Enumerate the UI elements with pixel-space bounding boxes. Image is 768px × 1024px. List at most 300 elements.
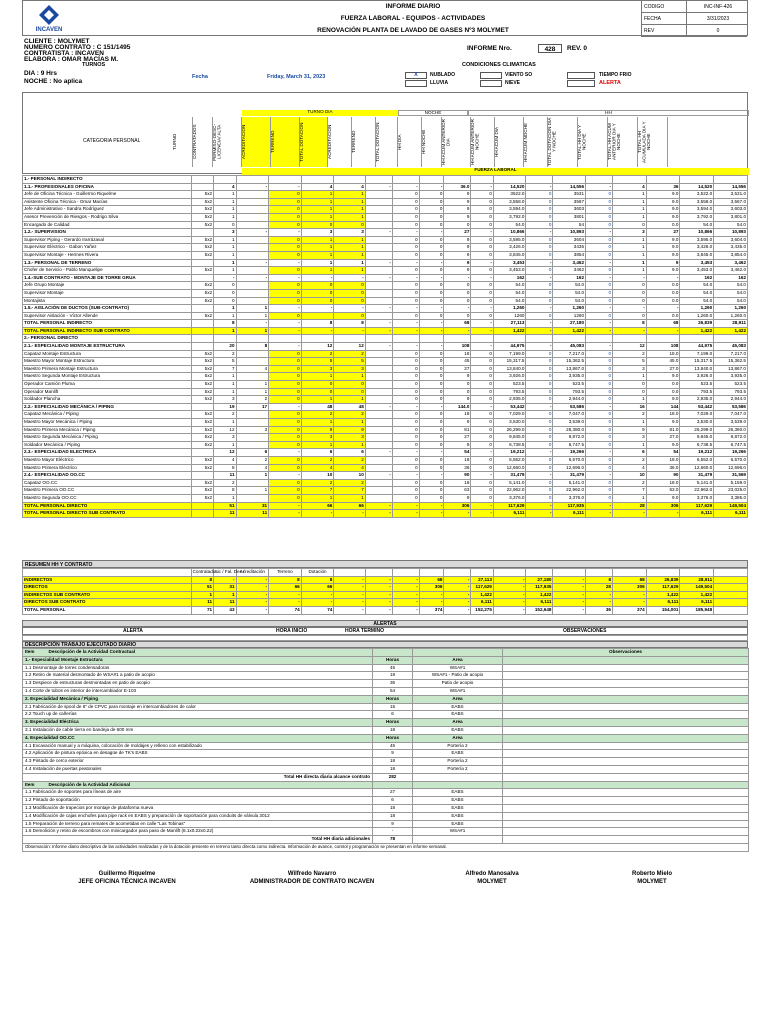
cell: 0 (392, 198, 419, 206)
cell: - (392, 403, 419, 411)
cell: 0 (471, 198, 493, 206)
cell: 5x2 (191, 350, 213, 358)
cell: 14,556 (714, 183, 748, 191)
row-label: Operador Camión Pluma (23, 381, 192, 389)
cell (365, 267, 392, 275)
cell: 3,385.0 (714, 494, 748, 502)
cell: 0 (419, 198, 444, 206)
cell: 1 (236, 312, 269, 320)
cell: - (444, 510, 471, 518)
row-label: Maestro Segunda Montaje Estructura (23, 373, 192, 381)
cell: 0 (269, 441, 302, 449)
cell (236, 206, 269, 214)
cell: 1 (613, 191, 647, 199)
cell: 7,199.0 (493, 350, 526, 358)
activity-h: 6 (373, 797, 413, 805)
cell: - (392, 606, 419, 614)
cell: - (526, 327, 553, 335)
cell: 0 (419, 396, 444, 404)
cell (191, 449, 213, 457)
cell: 0 (334, 388, 365, 396)
cell: 0 (586, 381, 613, 389)
cell: 5x2 (191, 373, 213, 381)
cell: 5x2 (191, 312, 213, 320)
cell: 0 (392, 388, 419, 396)
activity-a: Portería 2 (413, 765, 503, 773)
cell: 1 (613, 373, 647, 381)
cell: 18 (444, 411, 471, 419)
cell: 1 (301, 213, 334, 221)
cell: - (365, 449, 392, 457)
cell: 1 (214, 305, 236, 313)
cell: - (493, 599, 526, 607)
resumen-col-header: Terreno (269, 569, 302, 577)
cell: - (334, 327, 365, 335)
categoria-header: CATEGORIA PERSONAL (83, 138, 141, 144)
cell: 5x2 (191, 267, 213, 275)
activity-a: Area (413, 695, 503, 703)
table-row (23, 343, 748, 351)
cell (365, 236, 392, 244)
cell: 3 (301, 229, 334, 237)
lluvia-label: LLUVIA (430, 80, 449, 86)
cell: 4 (214, 183, 236, 191)
cell: 0 (269, 350, 302, 358)
cell: 0 (471, 312, 493, 320)
resumen-label: INDIRECTOS SUB CONTRATO (23, 591, 192, 599)
cell: 117,935 (553, 502, 586, 510)
cell: 31,479 (553, 472, 586, 480)
cell: 2 (613, 350, 647, 358)
cell: 5x2 (191, 396, 213, 404)
activity-row (23, 719, 749, 727)
cell (269, 176, 302, 184)
cell: 117,935 (526, 584, 553, 592)
cell: 0 (586, 358, 613, 366)
cell: 0 (444, 289, 471, 297)
cell: 0 (214, 282, 236, 290)
cell: 44,975 (493, 343, 526, 351)
cell: 0 (392, 191, 419, 199)
cell: - (586, 320, 613, 328)
table-row (23, 426, 748, 434)
row-label: Maestro Primera OO.CC (23, 487, 192, 495)
cell: 1 (613, 259, 647, 267)
cell (714, 176, 748, 184)
cell: 0 (269, 213, 302, 221)
cell: 66 (269, 584, 302, 592)
activity-a: Patio de acopio (413, 680, 503, 688)
cell: 185,948 (680, 606, 714, 614)
cell: - (526, 510, 553, 518)
cell: 45,083 (553, 343, 586, 351)
cell (269, 335, 302, 343)
cell: 0 (419, 479, 444, 487)
cell (365, 282, 392, 290)
cell (365, 176, 392, 184)
cell: 0 (471, 464, 493, 472)
col-header-terreno-n: TERRENO (352, 117, 376, 167)
cell: 0 (526, 426, 553, 434)
cell: 1 (334, 419, 365, 427)
cell: 9 (334, 426, 365, 434)
activity-n: 2.2 Touch up de cañerías (23, 711, 373, 719)
cell: 3,530.0 (680, 419, 714, 427)
table-row (23, 236, 748, 244)
cell: 2 (214, 411, 236, 419)
cell: - (334, 576, 365, 584)
activity-h: 9 (373, 820, 413, 828)
cell: 27 (646, 229, 680, 237)
cell: 5x2 (191, 297, 213, 305)
table-row (23, 381, 748, 389)
cell: 1 (236, 388, 269, 396)
activity-h: 18 (373, 726, 413, 734)
cell: 0 (586, 206, 613, 214)
cell (365, 335, 392, 343)
cell: - (236, 576, 269, 584)
cell: 26,299.0 (493, 426, 526, 434)
cell: 3 (613, 434, 647, 442)
cell: - (471, 320, 493, 328)
cell: 306 (646, 502, 680, 510)
cell: 3 (334, 365, 365, 373)
cell: 1,422 (471, 591, 493, 599)
cell: 5x2 (191, 358, 213, 366)
cell: - (269, 305, 302, 313)
cell: 0 (269, 381, 302, 389)
activity-h: 9 (373, 750, 413, 758)
cell: 0.0 (646, 388, 680, 396)
cell: - (471, 403, 493, 411)
activity-a: Area (413, 656, 503, 664)
cell: 3,539.0 (553, 419, 586, 427)
cell: 0 (586, 426, 613, 434)
contratista: CONTRATISTA : INCAVEN (24, 50, 104, 57)
actividades-table (22, 648, 749, 852)
row-label: TOTAL PERSONAL DIRECTO (23, 502, 192, 510)
activity-h: - (373, 828, 413, 836)
cell: - (419, 183, 444, 191)
cell: - (365, 591, 392, 599)
cell: 27 (444, 365, 471, 373)
cell: 2 (214, 479, 236, 487)
fecha-value: 3/31/2023 (706, 16, 730, 22)
cell: - (471, 343, 493, 351)
resumen-label: DIRECTOS SUB CONTRATO (23, 599, 192, 607)
cell: 0 (526, 289, 553, 297)
cell: 1 (301, 441, 334, 449)
cell: - (526, 305, 553, 313)
resumen-col-header: Lic / Fal. Des / (214, 569, 236, 577)
cell: 5,159.0 (714, 479, 748, 487)
col-header-dotacion-n: TOTAL DOTACION (376, 117, 398, 167)
cell: - (392, 584, 419, 592)
cell: - (586, 403, 613, 411)
cell (191, 176, 213, 184)
cell: - (586, 449, 613, 457)
cell: 0 (471, 282, 493, 290)
cell: 0 (444, 381, 471, 389)
table-row (23, 198, 748, 206)
row-label: Maestro Segunda OO.CC (23, 494, 192, 502)
cell: 149,504 (680, 584, 714, 592)
cell: 45,083 (714, 343, 748, 351)
cell: 1,260 (493, 305, 526, 313)
cell: 5x2 (191, 244, 213, 252)
cell: 3,453 (493, 259, 526, 267)
cell: 54.0 (553, 289, 586, 297)
col-header-turno: TURNO (173, 117, 193, 167)
cell: 3,376.0 (493, 494, 526, 502)
informe-label: INFORME Nro. (467, 45, 512, 52)
cell: 66 (301, 502, 334, 510)
cell: - (236, 183, 269, 191)
cell: 0 (526, 441, 553, 449)
cell: 2,935.0 (493, 396, 526, 404)
adicional-header-row: Item Descripción de la Actividad Adicional (23, 781, 749, 789)
cell: 0 (444, 221, 471, 229)
cell: 1 (214, 419, 236, 427)
table-row (23, 456, 748, 464)
cell: - (586, 183, 613, 191)
resumen-col-header: Acreditación (236, 569, 269, 577)
cell (236, 373, 269, 381)
cell: 9.0 (646, 396, 680, 404)
cell (236, 244, 269, 252)
cell: - (419, 229, 444, 237)
cell: 0 (471, 426, 493, 434)
activity-row (23, 672, 749, 680)
cell: 2 (334, 479, 365, 487)
cell: 0 (269, 236, 302, 244)
cell: 14,520 (680, 183, 714, 191)
activity-row (23, 680, 749, 688)
cell: - (419, 502, 444, 510)
cell: - (419, 343, 444, 351)
cell: 0 (444, 388, 471, 396)
cell: 0 (586, 282, 613, 290)
cell: 0 (526, 494, 553, 502)
cell: 45 (444, 358, 471, 366)
cell: 793.5 (680, 388, 714, 396)
table-row (23, 510, 748, 518)
cell: 6 (334, 449, 365, 457)
cell (444, 335, 471, 343)
cell: 4 (214, 456, 236, 464)
cell: 6,111 (526, 599, 553, 607)
cell (236, 335, 269, 343)
cell: 2 (613, 479, 647, 487)
cell: 0 (419, 419, 444, 427)
cell: 0 (586, 236, 613, 244)
cell: 1 (236, 381, 269, 389)
cell: 13,840.0 (680, 365, 714, 373)
cell: - (444, 584, 471, 592)
cell: 31,569 (714, 472, 748, 480)
cell: 9.0 (646, 213, 680, 221)
cell: - (334, 510, 365, 518)
cell: - (301, 591, 334, 599)
cell: 0 (586, 297, 613, 305)
cell: 54.0 (493, 297, 526, 305)
cell: 5 (613, 358, 647, 366)
cell: - (586, 305, 613, 313)
cell: 1 (334, 396, 365, 404)
cell: - (471, 274, 493, 282)
cell: - (471, 183, 493, 191)
cell: 3604 (553, 236, 586, 244)
cell: 0 (526, 456, 553, 464)
activity-row (23, 656, 749, 664)
cell: 3,462 (714, 259, 748, 267)
alerta-col: ALERTA (123, 628, 143, 634)
activity-n: 1.- Especialidad Montaje Estructura (23, 656, 373, 664)
cell: 1 (214, 244, 236, 252)
cell: - (392, 343, 419, 351)
cell: - (419, 327, 444, 335)
cell: 0 (613, 221, 647, 229)
cell: 162 (714, 274, 748, 282)
cell: 4 (613, 183, 647, 191)
cell: 4 (301, 464, 334, 472)
cell: - (526, 229, 553, 237)
cell: 0 (419, 365, 444, 373)
cell: 0 (419, 244, 444, 252)
cell (236, 176, 269, 184)
firma-1: Guillermo Riquelme JEFE OFICINA TÉCNICA INCAVEN (78, 871, 176, 885)
cell: - (334, 305, 365, 313)
col-header-hh-acum-dia: HH ACUM DIA (495, 117, 524, 167)
activity-n: 1.5 Preparación de terreno para remates de acometidas en calle "Las Tobinas" (23, 820, 373, 828)
table-row (23, 365, 748, 373)
firma-3: Alfredo Manosalva MOLYMET (465, 871, 519, 885)
cell: 3,594.0 (493, 206, 526, 214)
cell: 15,317.5 (493, 358, 526, 366)
cell: 1,260.0 (714, 312, 748, 320)
activity-row (23, 750, 749, 758)
activity-h: 45 (373, 664, 413, 672)
activity-h: 18 (373, 804, 413, 812)
row-label: Maestro Mayor Montaje Estructura (23, 358, 192, 366)
cell: 0 (526, 381, 553, 389)
cell (526, 176, 553, 184)
cell: 0 (419, 373, 444, 381)
cell: 1 (214, 191, 236, 199)
cell: 27,180 (526, 576, 553, 584)
cell: 0 (586, 198, 613, 206)
table-row (23, 213, 748, 221)
cell: 6,738.5 (493, 441, 526, 449)
cell: - (392, 327, 419, 335)
activity-a: Area (413, 734, 503, 742)
cell: 27,113 (471, 576, 493, 584)
cell (646, 176, 680, 184)
cell: 1260 (493, 312, 526, 320)
cell: 6 (236, 449, 269, 457)
cell: 0.0 (646, 289, 680, 297)
cell (191, 472, 213, 480)
alertas-row (22, 627, 748, 635)
cell: 523.5 (553, 381, 586, 389)
cell: 1,422 (680, 591, 714, 599)
cell: 11 (191, 599, 213, 607)
cell: 68 (419, 576, 444, 584)
row-label: Jefe Grupo Montaje (23, 282, 192, 290)
activity-row (23, 695, 749, 703)
turnos-label: TURNOS (82, 62, 106, 68)
cell: 18.0 (646, 479, 680, 487)
cell: 0 (613, 381, 647, 389)
cell: 0 (471, 381, 493, 389)
cell: 0 (334, 297, 365, 305)
cell: 5x2 (191, 236, 213, 244)
cell: - (526, 449, 553, 457)
cell: 10 (613, 472, 647, 480)
cell (236, 282, 269, 290)
cell: 5x2 (191, 441, 213, 449)
turno-dia-band: TURNO DIA (242, 110, 398, 116)
cell: 0 (269, 267, 302, 275)
cell (214, 176, 236, 184)
cell: 3,462.0 (714, 267, 748, 275)
cell: 0 (471, 289, 493, 297)
cell (236, 297, 269, 305)
cell: 15,362.5 (553, 358, 586, 366)
cliente: CLIENTE : MOLYMET (24, 38, 90, 45)
cell: 0.0 (646, 297, 680, 305)
cell: 0 (586, 312, 613, 320)
cell: 1 (613, 244, 647, 252)
report-sheet (22, 0, 748, 900)
cell: 0 (526, 312, 553, 320)
col-header-contratados: CONTRATADOS (193, 117, 213, 167)
cell: - (301, 327, 334, 335)
cell: 0 (269, 487, 302, 495)
cell: 0 (613, 388, 647, 396)
activity-a: WSA#1 (413, 664, 503, 672)
cell: 0 (586, 411, 613, 419)
cell: 31,479 (680, 472, 714, 480)
row-label: 1.4.-SUB CONTRATO - MONTAJE DE TORRE GRUA (23, 274, 192, 282)
activity-h: 27 (373, 789, 413, 797)
noche-band: NOCHE (398, 110, 468, 116)
cell (236, 358, 269, 366)
cell: 2,944.0 (553, 396, 586, 404)
cell (365, 191, 392, 199)
cell: 8 (613, 320, 647, 328)
cell: 48 (301, 403, 334, 411)
cell: 9.0 (646, 251, 680, 259)
cell: - (586, 472, 613, 480)
cell (191, 502, 213, 510)
activity-a: EABS (413, 820, 503, 828)
cell: - (269, 449, 302, 457)
activity-row (23, 758, 749, 766)
cell: 74 (301, 606, 334, 614)
cell: - (365, 320, 392, 328)
cell: 3 (301, 434, 334, 442)
cell: 3,792.0 (493, 213, 526, 221)
cell: 0 (586, 213, 613, 221)
cell: - (365, 343, 392, 351)
cell: 523.5 (680, 381, 714, 389)
cell: 1 (214, 591, 236, 599)
cell (553, 335, 586, 343)
cell (493, 335, 526, 343)
cell: 0 (392, 426, 419, 434)
cell (471, 176, 493, 184)
